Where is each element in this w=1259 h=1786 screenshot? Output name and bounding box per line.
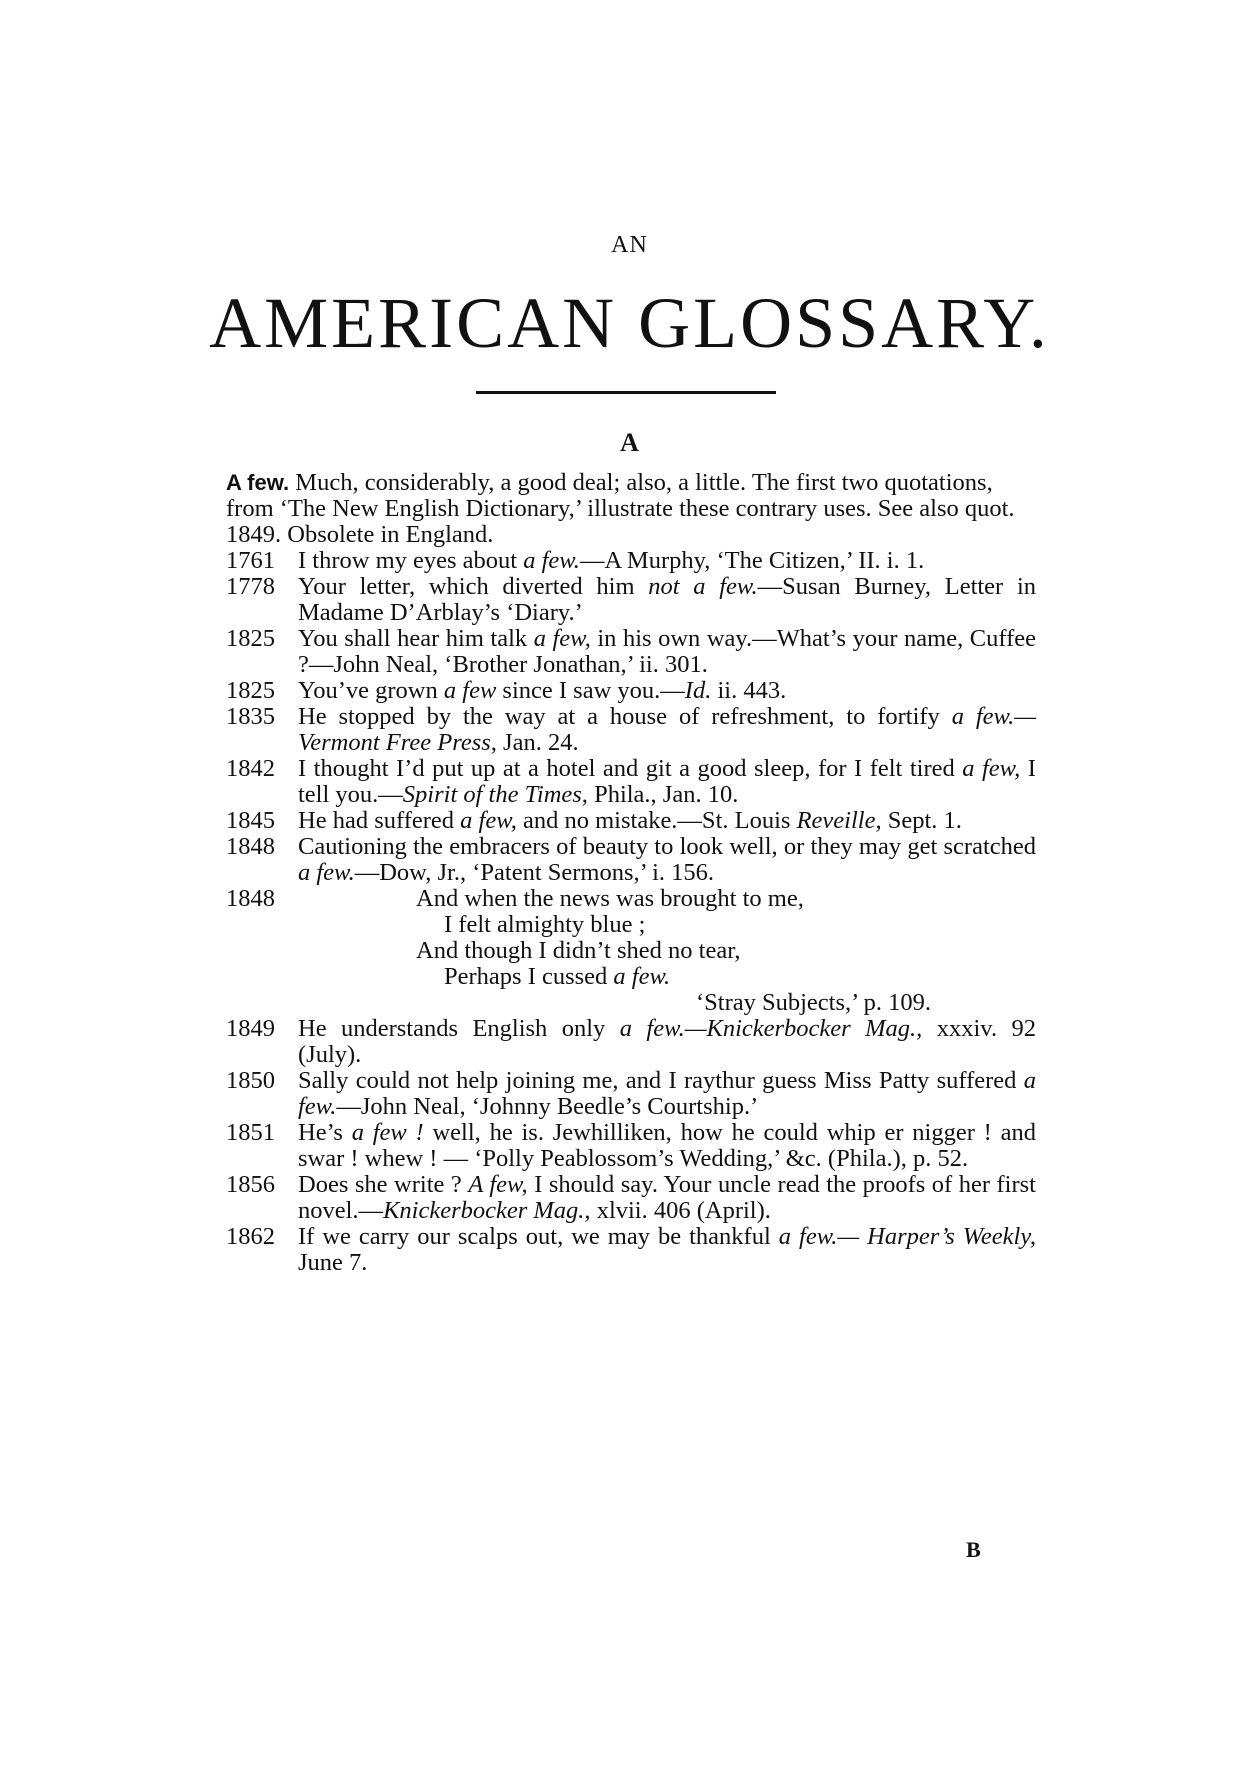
verse-line: I felt almighty blue ;: [444, 911, 646, 938]
entry-head: [226, 470, 1036, 548]
quote-text: Sally could not help joining me, and I raythur guess Miss Patty suffered a few.—John Neal, ‘Johnny Beedle’s Courtship.’: [298, 1067, 1036, 1120]
quote-year: 1761: [226, 547, 275, 574]
quote-year: 1856: [226, 1171, 275, 1198]
quotation-1848a: [226, 834, 1036, 886]
quotation-1849: [226, 1016, 1036, 1068]
quotation-1848b: [226, 886, 1036, 1016]
quote-text: You shall hear him talk a few, in his own way.—What’s your name, Cuffee ?—John Neal, ‘Brother Jonathan,’ ii. 301.: [298, 625, 1036, 678]
quote-year: 1851: [226, 1119, 275, 1146]
quote-year: 1845: [226, 807, 275, 834]
quote-year: 1849: [226, 1015, 275, 1042]
verse-line: And though I didn’t shed no tear,: [416, 937, 741, 964]
verse-source: ‘Stray Subjects,’ p. 109.: [696, 989, 931, 1016]
glossary-text: [226, 470, 1036, 1276]
signature-mark: B: [966, 1537, 981, 1562]
quotation-1778: [226, 574, 1036, 626]
quotation-1825b: [226, 678, 1036, 704]
quote-year: 1825: [226, 625, 275, 652]
verse: [298, 886, 1036, 1016]
quote-text: He had suffered a few, and no mistake.—St. Louis Reveille, Sept. 1.: [298, 807, 962, 834]
quotation-1835: [226, 704, 1036, 756]
quotation-1850: [226, 1068, 1036, 1120]
quote-text: Does she write ? A few, I should say. Your uncle read the proofs of her first novel.—Knickerbocker Mag., xlvii. 406 (April).: [298, 1171, 1036, 1224]
quote-year: 1848: [226, 833, 275, 860]
page-title: AMERICAN GLOSSARY.: [209, 283, 1050, 363]
quote-text: He understands English only a few.—Knickerbocker Mag., xxxiv. 92 (July).: [298, 1015, 1036, 1068]
quote-text: He stopped by the way at a house of refreshment, to fortify a few.—Vermont Free Press, Jan. 24.: [298, 703, 1036, 756]
quotation-1862: [226, 1224, 1036, 1276]
quotation-1842: [226, 756, 1036, 808]
quotation-1825a: [226, 626, 1036, 678]
verse-line: And when the news was brought to me,: [416, 885, 804, 912]
quote-text: He’s a few ! well, he is. Jewhilliken, how he could whip er nigger ! and swar ! whew ! — ‘Polly Peablossom’s Wedding,’ &c. (Phila.), p. 52.: [298, 1119, 1036, 1172]
quotation-1845: [226, 808, 1036, 834]
quotation-1856: [226, 1172, 1036, 1224]
section-letter: A: [620, 428, 639, 457]
quote-text: Cautioning the embracers of beauty to look well, or they may get scratched a few.—Dow, Jr., ‘Patent Sermons,’ i. 156.: [298, 833, 1036, 886]
quote-year: 1835: [226, 703, 275, 730]
quote-text: I thought I’d put up at a hotel and git a good sleep, for I felt tired a few, I tell you.—Spirit of the Times, Phila., Jan. 10.: [298, 755, 1036, 808]
quote-year: 1778: [226, 573, 275, 600]
verse-line: Perhaps I cussed a few.: [444, 963, 671, 990]
quotation-1851: [226, 1120, 1036, 1172]
quote-year: 1850: [226, 1067, 275, 1094]
quote-year: 1825: [226, 677, 275, 704]
quote-text: If we carry our scalps out, we may be thankful a few.— Harper’s Weekly, June 7.: [298, 1223, 1036, 1276]
quote-year: 1842: [226, 755, 275, 782]
title-rule: [476, 391, 776, 394]
header-an: AN: [611, 232, 648, 258]
quotation-1761: [226, 548, 1036, 574]
quote-year: 1848: [226, 885, 275, 912]
quote-text: I throw my eyes about a few.—A Murphy, ‘The Citizen,’ II. i. 1.: [298, 547, 925, 574]
quote-text: Your letter, which diverted him not a few.—Susan Burney, Letter in Madame D’Arblay’s ‘Diary.’: [298, 573, 1036, 626]
quote-year: 1862: [226, 1223, 275, 1250]
headword: A few.: [226, 470, 290, 495]
definition: Much, considerably, a good deal; also, a little. The first two quotations, from ‘The New English Dictionary,’ illustrate these contrary uses. See also quot. 1849. Obsolete in England.: [226, 469, 1015, 548]
quote-text: You’ve grown a few since I saw you.—Id. ii. 443.: [298, 677, 787, 704]
